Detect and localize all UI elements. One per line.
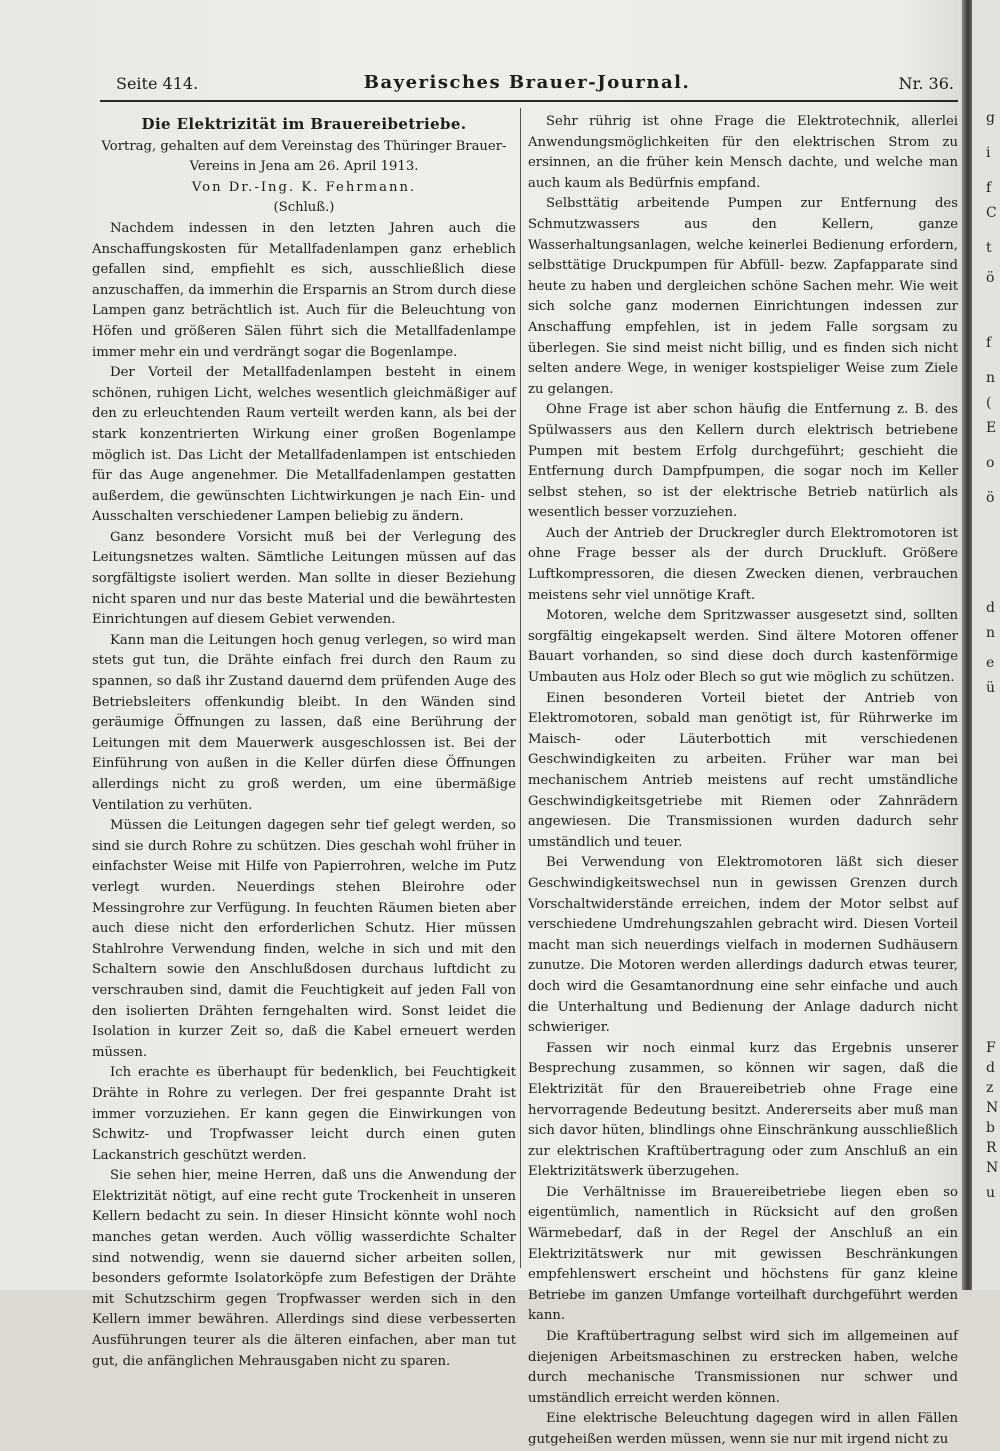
page-header	[96, 72, 958, 98]
paragraph: Müssen die Leitungen dagegen sehr tief gelegt werden, so sind sie durch Rohre zu schützen. Dies geschah wohl früher in einfachster Weise mit Hilfe von Papierrohren, welche im Putz verlegt wurden. Neuerdings stehen Bleirohre oder Messingrohre zur Verfügung. In feuchten Räumen bieten aber auch diese nicht den erforderlichen Schutz. Hier müssen Stahlrohre Verwendung finden, welche in sich und mit den Schaltern sowie den Anschlußdosen durchaus luftdicht zu verschrauben sind, damit die Feuchtigkeit auf jeden Fall von den isolierten Drähten ferngehalten wird. Sonst leidet die Isolation in kurzer Zeit so, daß die Kabel erneuert werden müssen.	[92, 818, 516, 1060]
issue-number: Nr. 36.	[898, 74, 954, 93]
next-page-fragment: ö	[986, 270, 995, 286]
next-page-fragment: (	[986, 395, 992, 411]
next-page-fragment: C	[986, 205, 997, 221]
paragraph: Kann man die Leitungen hoch genug verlegen, so wird man stets gut tun, die Drähte einfach frei durch den Raum zu spannen, so daß ihr Zustand dauernd dem prüfenden Auge des Betriebsleiters offenkundig bleibt. In den Wänden sind geräumige Öffnungen zu lassen, daß eine Berührung der Leitungen mit dem Mauerwerk ausgeschlossen ist. Bei der Einführung von außen in die Keller dürfen diese Öffnungen allerdings nicht zu groß werden, um eine übermäßige Ventilation zu verhüten.	[92, 632, 516, 813]
next-page-fragment: n	[986, 625, 996, 641]
paragraph: Auch der Antrieb der Druckregler durch Elektromotoren ist ohne Frage besser als der durch Druckluft. Größere Luftkompressoren, die diesen Zwecken dienen, verbrauchen meistens sehr viel unnötige Kraft.	[528, 525, 958, 603]
next-page-fragment: N	[986, 1100, 999, 1116]
next-page-fragment: F	[986, 1040, 996, 1056]
article-subtitle-line-2: Vereins in Jena am 26. April 1913.	[189, 159, 419, 175]
paragraph: Eine elektrische Beleuchtung dagegen wird in allen Fällen gutgeheißen werden müssen, wenn sie nur mit irgend nicht zu	[528, 1411, 958, 1447]
header-rule	[100, 100, 958, 102]
book-spine	[962, 0, 972, 1290]
continuation-note: (Schluß.)	[273, 200, 335, 216]
article-title: Die Elektrizität im Brauereibetriebe.	[141, 115, 467, 133]
next-page-fragment: n	[986, 370, 996, 386]
paragraph: Sie sehen hier, meine Herren, daß uns die Anwendung der Elektrizität nötigt, auf eine recht gute Trockenheit in unseren Kellern bedacht zu sein. In dieser Hinsicht könnte wohl noch manches getan werden. Auch völlig wasserdichte Schalter sind notwendig, wenn sie dauernd sicher arbeiten sollen, besonders geformte Isolatorköpfe zum Befestigen der Drähte mit Schutzschirm gegen Tropfwasser werden sich in den Kellern immer bewähren. Allerdings sind diese verbesserten Ausführungen teurer als die älteren einfachen, aber man tut gut, die anfänglichen Mehrausgaben nicht zu sparen.	[92, 1168, 516, 1369]
next-page-fragment: ö	[986, 490, 995, 506]
paragraph: Ohne Frage ist aber schon häufig die Entfernung z. B. des Spülwassers aus den Kellern durch elektrisch betriebene Pumpen mit bestem Erfolg durchgeführt; geschieht die Entfernung durch Dampfpumpen, die sogar noch im Keller selbst stehen, so ist der elektrische Betrieb natürlich als wesentlich besser vorzuziehen.	[528, 402, 958, 521]
next-page-fragment: g	[986, 110, 995, 126]
paragraph: Selbsttätig arbeitende Pumpen zur Entfernung des Schmutzwassers aus den Kellern, ganze Wasserhaltungsanlagen, welche keinerlei Bedienung erfordern, selbsttätige Druckpumpen für Abfüll- bezw. Zapfapparate sind heute zu haben und dergleichen schöne Sachen mehr. Wie weit sich solche ganz modernen Einrichtungen indessen zur Anschaffung empfehlen, ist in jedem Falle sorgsam zu überlegen. Sie sind meist nicht billig, und es finden sich nicht selten andere Wege, in weniger kostspieliger Weise zum Ziele zu gelangen.	[528, 196, 958, 397]
paragraph: Fassen wir noch einmal kurz das Ergebnis unserer Besprechung zusammen, so können wir sagen, daß die Elektrizität für den Brauereibetrieb ohne Frage eine hervorragende Bedeutung besitzt. Andererseits aber muß man sich davor hüten, blindlings ohne Einschränkung ausschließlich zur elektrischen Kraftübertragung oder zum Anschluß an ein Elektrizitätswerk überzugehen.	[528, 1040, 958, 1180]
paragraph: Ich erachte es überhaupt für bedenklich, bei Feuchtigkeit Drähte in Rohre zu verlegen. Der frei gespannte Draht ist immer vorzuziehen. Er kann gegen die Einwirkungen von Schwitz- und Tropfwasser leicht durch einen guten Lackanstrich geschützt werden.	[92, 1065, 516, 1163]
next-page-fragment: o	[986, 455, 995, 471]
article-author: Von Dr.-Ing. K. Fehrmann.	[191, 179, 417, 195]
next-page-fragment: t	[986, 240, 992, 256]
paragraph: Die Kraftübertragung selbst wird sich im allgemeinen auf diejenigen Arbeitsmaschinen zu erstrecken haben, welche durch mechanische Transmissionen nur schwer und umständlich erreicht werden können.	[528, 1329, 958, 1406]
right-column	[528, 112, 958, 1451]
next-page-fragment: N	[986, 1160, 999, 1176]
paragraph: Nachdem indessen in den letzten Jahren auch die Anschaffungskosten für Metallfadenlampen ganz erheblich gefallen sind, empfiehlt es sich, ausschließlich diese anzuschaffen, da immerhin die Ersparnis an Strom durch diese Lampen ganz beträchtlich ist. Auch für die Beleuchtung von Höfen und größeren Sälen führt sich die Metallfadenlampe immer mehr ein und verdrängt sogar die Bogenlampe.	[92, 220, 516, 360]
next-page-fragment: u	[986, 1185, 996, 1201]
left-column	[92, 112, 516, 1372]
paragraph: Einen besonderen Vorteil bietet der Antrieb von Elektromotoren, sobald man genötigt ist, für Rührwerke im Maisch- oder Läuterbottich mit verschiedenen Geschwindigkeiten zu arbeiten. Früher war man bei mechanischem Antrieb meistens auf recht umständliche Geschwindigkeitsgetriebe mit Riemen oder Zahnrädern angewiesen. Die Transmissionen wurden dadurch sehr umständlich und teuer.	[528, 690, 958, 850]
next-page-fragment: b	[986, 1120, 995, 1136]
journal-title: Bayerisches Brauer-Journal.	[363, 72, 691, 93]
next-page-fragment: f	[986, 335, 992, 351]
paragraph: Der Vorteil der Metallfadenlampen besteht in einem schönen, ruhigen Licht, welches wesentlich gleichmäßiger auf den zu erleuchtenden Raum verteilt werden kann, als bei der stark konzentrierten Wirkung einer großen Bogenlampe möglich ist. Das Licht der Metallfadenlampen ist entschieden für das Auge angenehmer. Die Metallfadenlampen gestatten außerdem, die gewünschten Lichtwirkungen je nach Ein- und Ausschalten verschiedener Lampen beliebig zu ändern.	[92, 365, 516, 525]
next-page-fragment: d	[986, 1060, 995, 1076]
next-page-fragment: f	[986, 180, 992, 196]
next-page-fragment: E	[986, 420, 997, 436]
next-page-fragment: R	[986, 1140, 997, 1156]
paragraph: Bei Verwendung von Elektromotoren läßt sich dieser Geschwindigkeitswechsel nun in gewissen Grenzen durch Vorschaltwiderstände erreichen, indem der Motor selbst auf verschiedene Umdrehungszahlen gebracht wird. Diesen Vorteil macht man sich neuerdings vielfach in modernen Sudhäusern zunutze. Die Motoren werden allerdings dadurch etwas teurer, doch wird die Gesamtanordnung eine sehr einfache und auch die Unterhaltung und Bedienung der Anlage dadurch nicht schwieriger.	[528, 855, 958, 1036]
next-page-edge	[972, 0, 1000, 1290]
paragraph: Sehr rührig ist ohne Frage die Elektrotechnik, allerlei Anwendungsmöglichkeiten für den elektrischen Strom zu ersinnen, an die früher kein Mensch dachte, und welche man auch kaum als Bedürfnis empfand.	[528, 114, 958, 191]
next-page-fragment: i	[986, 145, 991, 161]
paragraph: Ganz besondere Vorsicht muß bei der Verlegung des Leitungsnetzes walten. Sämtliche Leitungen müssen auf das sorgfältigste isoliert werden. Man sollte in dieser Beziehung nicht sparen und nur das beste Material und die bewährtesten Einrichtungen auf diesem Gebiet verwenden.	[92, 529, 516, 628]
column-divider	[520, 108, 521, 1268]
article-subtitle-line-1: Vortrag, gehalten auf dem Vereinstag des Thüringer Brauer-	[101, 138, 507, 154]
next-page-fragment: e	[986, 655, 995, 671]
next-page-fragment: z	[986, 1080, 994, 1096]
page-number: Seite 414.	[116, 74, 199, 93]
paragraph: Motoren, welche dem Spritzwasser ausgesetzt sind, sollten sorgfältig eingekapselt werden. Sind ältere Motoren offener Bauart vorhanden, so sind diese doch durch kastenförmige Umbauten aus Holz oder Blech so gut wie möglich zu schützen.	[528, 608, 958, 686]
next-page-fragment: ü	[986, 680, 996, 696]
paragraph: Die Verhältnisse im Brauereibetriebe liegen eben so eigentümlich, namentlich in Rücksicht auf den großen Wärmebedarf, daß in der Regel der Anschluß an ein Elektrizitätswerk nur mit gewissen Beschränkungen empfehlenswert erscheint und höchstens für ganz kleine Betriebe im ganzen Umfange vorteilhaft durchgeführt werden kann.	[528, 1184, 958, 1324]
next-page-fragment: d	[986, 600, 995, 616]
